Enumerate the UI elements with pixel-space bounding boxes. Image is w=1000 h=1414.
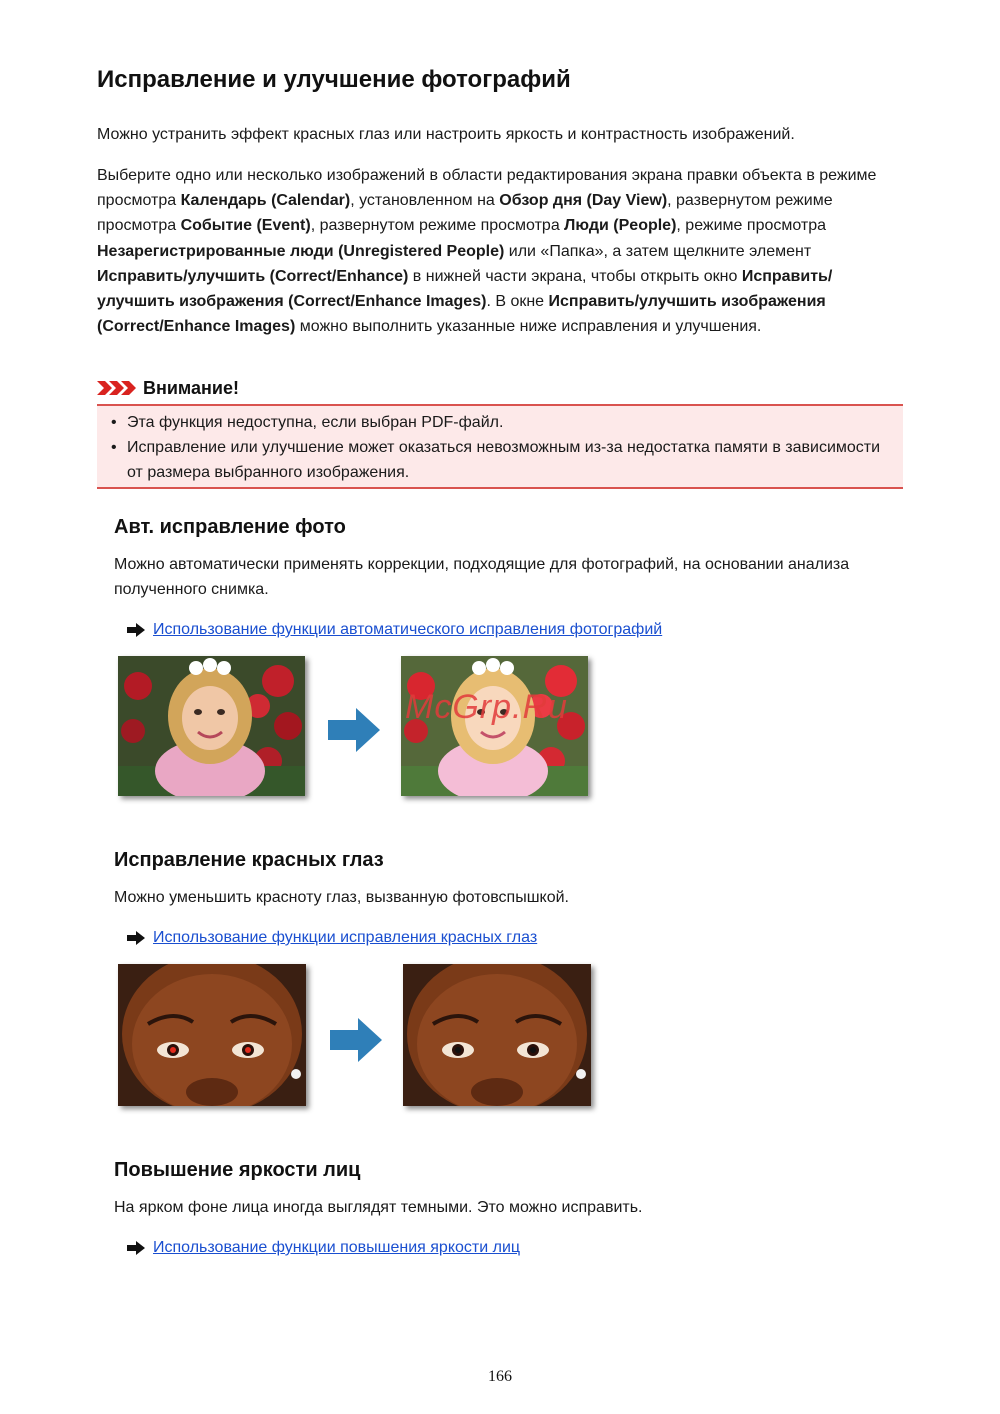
term-people: Люди (People) [564,217,677,235]
caution-title: Внимание! [143,377,239,398]
before-after-arrow-icon [330,1018,382,1062]
term-correct-enhance: Исправить/улучшить (Correct/Enhance) [97,267,409,285]
intro-paragraph: Можно устранить эффект красных глаз или настроить яркость и контрастность изображений. [97,126,795,143]
link-auto-photo-fix[interactable]: Использование функции автоматического исправления фотографий [153,621,663,638]
term-correct-enhance-images: Исправить/улучшить изображения (Correct/Enhance Images) [97,267,833,311]
section-heading-red-eye: Исправление красных глаз [114,849,384,871]
link-arrow-icon [127,931,145,945]
link-row-face-brightener [127,1239,520,1257]
page-number: 166 [488,1368,512,1385]
term-unregistered-people: Незарегистрированные люди (Unregistered People) [97,242,505,260]
link-arrow-icon [127,1241,145,1255]
link-arrow-icon [127,623,145,637]
section-heading-auto-fix: Авт. исправление фото [114,516,346,538]
caution-header [97,374,239,402]
page-title: Исправление и улучшение фотографий [97,66,571,93]
instructions-paragraph: Выберите одно или несколько изображений в области редактирования экрана правки объекта в режиме просмотра Календарь (Calendar), установленном на Обзор дня (Day View), развернутом режиме просмотра Событие (Event), развернутом режиме просмотра Люди (People), режиме просмотра Незарегистрированные люди (Unregistered People) или «Папка», а затем щелкните элемент Исправить/улучшить (Correct/Enhance) в нижней части экрана, чтобы открыть окно Исправить/улучшить изображения (Correct/Enhance Images). В окне Исправить/улучшить изображения (Correct/Enhance Images) можно выполнить указанные ниже исправления и улучшения. [97,167,877,336]
photo-before-red-eye [118,964,306,1106]
link-row-auto-fix [127,621,662,639]
before-after-arrow-icon [328,708,380,752]
link-red-eye-fix[interactable]: Использование функции исправления красных глаз [153,929,538,946]
photo-before-auto-fix [118,656,305,796]
caution-item: • Исправление или улучшение может оказаться невозможным из-за недостатка памяти в зависимости от размера выбранного изображения. [111,435,881,485]
term-event: Событие (Event) [180,217,311,235]
section-heading-face-brightener: Повышение яркости лиц [114,1159,361,1181]
photo-after-red-eye [403,964,591,1106]
section-text-red-eye: Можно уменьшить красноту глаз, вызванную фотовспышкой. [114,889,569,906]
section-text-face-brightener: На ярком фоне лица иногда выглядят темными. Это можно исправить. [114,1199,643,1216]
caution-box [97,404,903,489]
caution-chevrons-icon [97,379,137,397]
term-day-view: Обзор дня (Day View) [499,192,668,210]
term-calendar: Календарь (Calendar) [180,192,351,210]
link-row-red-eye [127,929,537,947]
link-face-brightener[interactable]: Использование функции повышения яркости лиц [153,1239,521,1256]
section-text-auto-fix: Можно автоматически применять коррекции, подходящие для фотографий, на основании анализа полученного снимка. [114,556,850,599]
watermark: McGrp.Ru [405,688,568,726]
caution-item: • Эта функция недоступна, если выбран PDF-файл. [111,410,881,435]
term-correct-enhance-images-2: Исправить/улучшить изображения (Correct/Enhance Images) [97,293,826,336]
